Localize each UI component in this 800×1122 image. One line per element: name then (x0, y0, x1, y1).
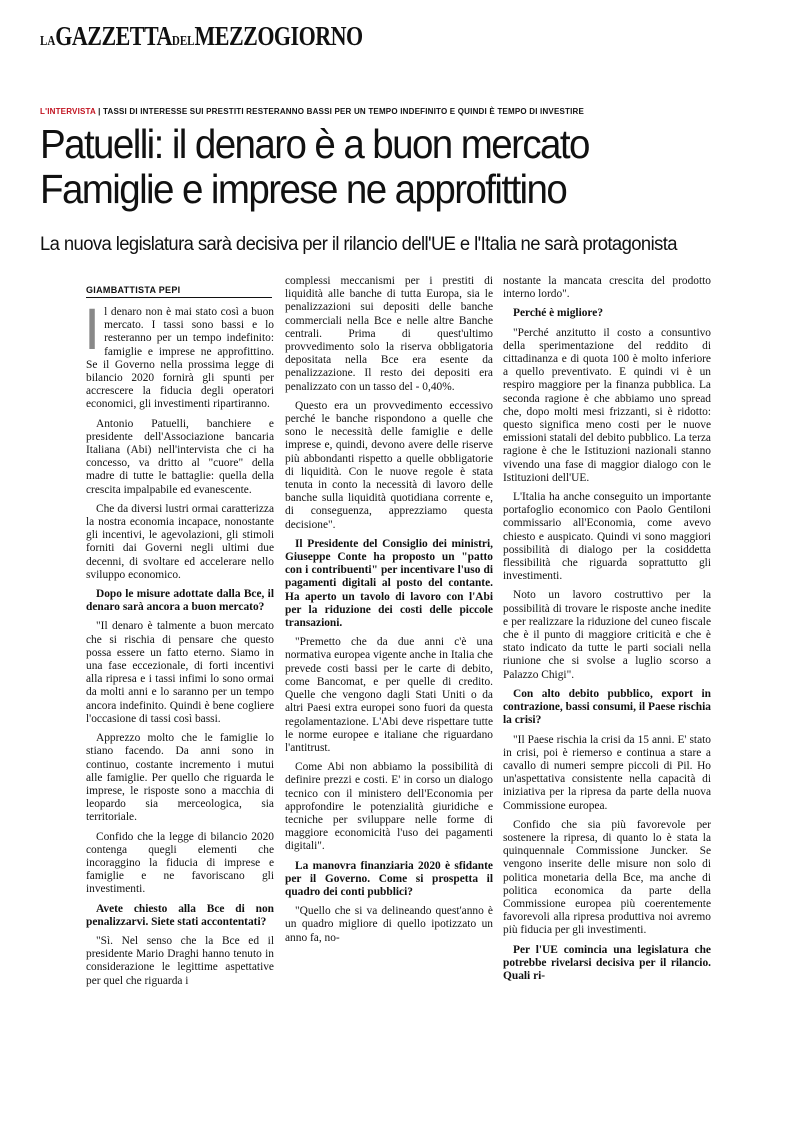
byline: GIAMBATTISTA PEPI (86, 285, 272, 298)
headline-line-2: Famiglie e imprese ne approfittino (40, 166, 567, 212)
kicker-separator: | (95, 107, 104, 116)
paragraph: Come Abi non abbiamo la possibilità di definire prezzi e costi. E' in corso un dialogo tecnico con il ministero dell'Economia per approfondire le potenzialità giuridiche e tecniche per sviluppare nelle forme di maggiore economicità l'uso dei pagamenti digitali". (285, 761, 493, 853)
paragraph: Questo era un provvedimento eccessivo perché le banche rispondono a quelle che sono le necessità delle famiglie e delle imprese e, quindi, devono avere delle riserve più abbondanti rispetto a quelle obbligatorie di liquidità. Con le nuove regole è stata tenuta in conto la necessità di lavoro delle banche sulla liquidità quotidiana corrente e, di conseguenza, apprezziamo questa decisione". (285, 399, 493, 531)
paragraph: complessi meccanismi per i prestiti di liquidità alle banche di tutta Europa, sia le penalizzazioni sui depositi delle banche commerciali nella Bce e nelle altre Banche centrali. Prima di quest'ultimo provvedimento solo la riserva obbligatoria depositata nella Bce era esente da penalizzazione. Il resto dei depositi era penalizzato con un tasso del - 0,40%. (285, 275, 493, 393)
question: Perché è migliore? (513, 307, 604, 320)
masthead-part-2: GAZZETTA (55, 20, 172, 52)
subhead: La nuova legislatura sarà decisiva per il rilancio dell'UE e l'Italia ne sarà protagonista (40, 234, 677, 255)
question: Dopo le misure adottate dalla Bce, il denaro sarà ancora a buon mercato? (86, 588, 274, 614)
paragraph: Apprezzo molto che le famiglie lo stiano facendo. Da anni sono in continuo, costante incremento i mutui alle famiglie. Per quello che riguarda le imprese, le risposte sono a macchia di leopardo sia merceologica, sia territoriale. (86, 732, 274, 824)
masthead-part-4: MEZZOGIORNO (194, 20, 363, 52)
paragraph: L'Italia ha anche conseguito un importante portafoglio economico con Paolo Gentiloni commissario all'Economia, come avevo chiesto e auspicato. Quindi vi sono maggiori possibilità di dialogo per la cosiddetta flessibilità che riguarda soprattutto gli investimenti. (503, 491, 711, 583)
question: Per l'UE comincia una legislatura che potrebbe rivelarsi decisiva per il rilancio. Quali ri- (503, 943, 711, 982)
article-column-2 (285, 275, 493, 951)
kicker (40, 107, 584, 116)
paragraph: "Il denaro è talmente a buon mercato che si rischia di pensare che questo possa essere un fatto eterno. Siamo in una fase eccezionale, di forti incentivi alla ripresa e i tassi infimi lo sono ormai da molti anni e lo saranno per un tempo ancora indefinito. Quindi è bene cogliere l'occasione di tassi così bassi. (86, 620, 274, 725)
headline-line-1: Patuelli: il denaro è a buon mercato (40, 121, 589, 167)
masthead-part-1: LA (40, 33, 56, 49)
article-column-3 (503, 275, 711, 989)
paragraph: Il denaro non è mai stato così a buon mercato. I tassi sono bassi e lo resteranno per un tempo indefinito: famiglie e imprese ne approfittino. Se il Governo nella prossima legge di bilancio 2020 fornirà gli spunti per accrescere la fiducia degli operatori economici, gli investimenti ripartiranno. (84, 297, 274, 411)
paragraph: "Sì. Nel senso che la Bce ed il presidente Mario Draghi hanno tenuto in considerazione le legittime aspettative per quel che riguarda i (86, 934, 274, 987)
question: Con alto debito pubblico, export in contrazione, bassi consumi, il Paese rischia la crisi? (503, 687, 711, 727)
paragraph: "Il Paese rischia la crisi da 15 anni. E' stato in crisi, poi è riemerso e continua a stare a cavallo di numeri sempre piccoli di Pil. Ho un'aspettativa consistente nella capacità di iniziativa per la ripresa da parte della nuova Commissione europea. (503, 733, 711, 812)
paragraph: Confido che la legge di bilancio 2020 contenga quegli elementi che incoraggino la fiducia di imprese e famiglie e ne favoriscano gli investimenti. (86, 830, 274, 896)
question: Il Presidente del Consiglio dei ministri, Giuseppe Conte ha proposto un "patto con i contribuenti" per incentivare l'uso di pagamenti digitali al posto del contante. Ha aperto un tavolo di lavoro con l'Abi per la riduzione dei costi delle piccole transazioni. (285, 537, 493, 630)
paragraph: "Perché anzitutto il costo a consuntivo della sperimentazione del reddito di cittadinanza e di quota 100 è molto inferiore a quello preventivato. E quindi vi è un respiro maggiore per la finanza pubblica. La seconda ragione è che abbiamo uno spread che, dopo molti mesi frizzanti, si è ridotto: questo significa meno costi per le nuove emissioni statali del debito pubblico. La terza ragione è che le Istituzioni nazionali stanno vivendo una fase di maggior dialogo con le Istituzioni dell'UE. (503, 326, 711, 484)
question: La manovra finanziaria 2020 è sfidante per il Governo. Come si prospetta il quadro dei conti pubblici? (285, 859, 493, 898)
dropcap: I (84, 297, 101, 362)
article-column-1 (84, 297, 274, 994)
masthead-logo (40, 20, 363, 53)
paragraph: Noto un lavoro costruttivo per la possibilità di trovare le risposte anche inedite e per realizzare la riduzione del cuneo fiscale che è il punto di maggiore criticità e che è stato indicato da tutte le parti sociali nella riunione che si svolse a luglio scorso a Palazzo Chigi". (503, 589, 711, 681)
paragraph: Confido che sia più favorevole per sostenere la ripresa, di quanto lo è stata la quinquennale Commissione Juncker. Se vengono inserite delle misure non solo di politica monetaria della Bce, ma anche di politica economica da parte della Commissione europea più coerentemente favorevoli alla ripresa produttiva noi avremo più fiducia per gli investimenti. (503, 818, 711, 937)
paragraph: Che da diversi lustri ormai caratterizza la nostra economia incapace, nonostante gli incentivi, le agevolazioni, gli stimoli forniti dai Governi negli ultimi due decenni, di svoltare ed accelerare nello sviluppo economico. (86, 502, 274, 581)
masthead-part-3: DEL (171, 33, 195, 49)
headline (40, 122, 717, 212)
kicker-text: TASSI DI INTERESSE SUI PRESTITI RESTERANNO BASSI PER UN TEMPO INDEFINITO E QUINDI È TEMPO DI INVESTIRE (103, 107, 585, 116)
paragraph: nostante la mancata crescita del prodotto interno lordo". (503, 275, 711, 301)
paragraph: Antonio Patuelli, banchiere e presidente dell'Associazione bancaria Italiana (Abi) nell'intervista che ci ha concesso, va dritto al "cuore" della madre di tutte le battaglie: quella della crescita impalpabile ed evanescente. (86, 417, 274, 496)
question: Avete chiesto alla Bce di non penalizzarvi. Siete stati accontentati? (86, 902, 274, 928)
paragraph: "Premetto che da due anni c'è una normativa europea vigente anche in Italia che prevede costi bassi per le carte di debito, come Bancomat, e per quelle di credito. Quelle che vengono dagli Stati Uniti o da altri Paesi extra europei sono fuori da questa regolamentazione. L'Abi deve rispettare tutte le norme europee e italiane che riguardano l'antitrust. (285, 636, 493, 754)
kicker-label: L'INTERVISTA (40, 107, 96, 116)
paragraph: "Quello che si va delineando quest'anno è un quadro migliore di quello ipotizzato un anno fa, no- (285, 905, 493, 944)
